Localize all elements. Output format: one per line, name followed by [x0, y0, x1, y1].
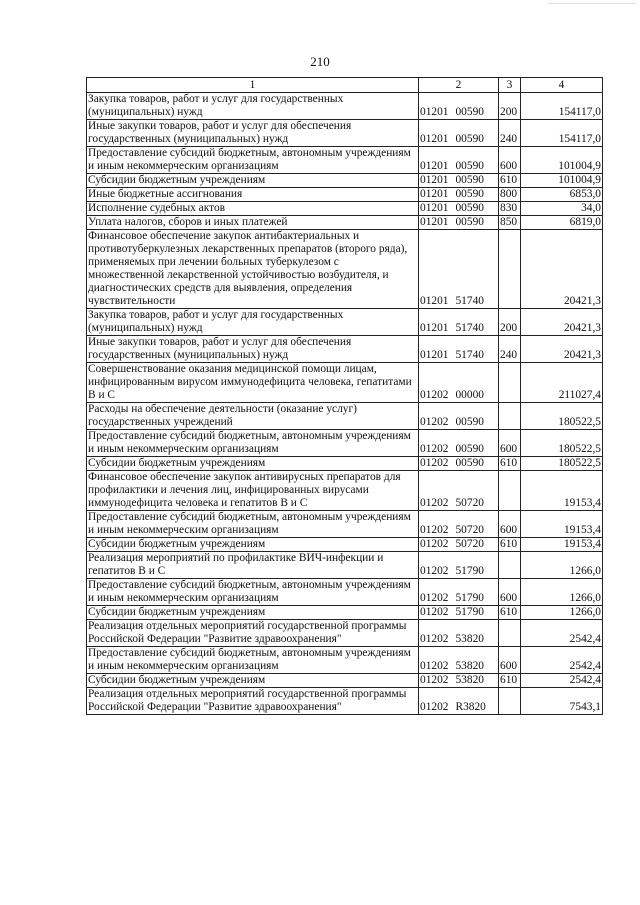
row-code [419, 230, 499, 309]
row-expense-type: 830 [499, 202, 521, 216]
code-direction: 51740 [455, 295, 484, 307]
column-header-code: 2 [419, 78, 499, 93]
row-amount: 180522,5 [521, 457, 603, 471]
row-expense-type: 240 [499, 120, 521, 147]
row-code [419, 430, 499, 457]
code-direction: 53820 [455, 633, 484, 645]
row-amount: 154117,0 [521, 120, 603, 147]
row-amount: 2542,4 [521, 620, 603, 647]
row-amount: 19153,4 [521, 471, 603, 511]
row-amount: 20421,3 [521, 309, 603, 336]
row-amount: 2542,4 [521, 647, 603, 674]
code-program: 01202 [420, 497, 449, 509]
row-expense-type [499, 363, 521, 403]
row-code [419, 579, 499, 606]
row-code [419, 511, 499, 538]
row-expense-type: 610 [499, 174, 521, 188]
column-header-amount: 4 [521, 78, 603, 93]
row-code [419, 93, 499, 120]
row-name: Предоставление субсидий бюджетным, автономным учреждениям и иным некоммерческим организациям [87, 430, 419, 457]
code-program: 01202 [420, 701, 449, 713]
row-expense-type: 600 [499, 511, 521, 538]
row-amount: 1266,0 [521, 579, 603, 606]
code-direction: 00000 [455, 389, 484, 401]
row-name: Субсидии бюджетным учреждениям [87, 174, 419, 188]
row-code [419, 216, 499, 230]
code-direction: 00590 [455, 457, 484, 469]
row-expense-type: 610 [499, 538, 521, 552]
row-code [419, 120, 499, 147]
row-amount: 6819,0 [521, 216, 603, 230]
row-code [419, 403, 499, 430]
row-name: Субсидии бюджетным учреждениям [87, 674, 419, 688]
row-amount: 180522,5 [521, 430, 603, 457]
row-name: Субсидии бюджетным учреждениям [87, 538, 419, 552]
row-code [419, 688, 499, 715]
code-program: 01202 [420, 633, 449, 645]
code-direction: 51740 [455, 322, 484, 334]
row-name: Исполнение судебных актов [87, 202, 419, 216]
row-code [419, 188, 499, 202]
row-expense-type [499, 688, 521, 715]
row-amount: 20421,3 [521, 230, 603, 309]
row-name: Закупка товаров, работ и услуг для государственных (муниципальных) нужд [87, 93, 419, 120]
table-row [87, 188, 603, 202]
row-code [419, 620, 499, 647]
row-name: Иные бюджетные ассигнования [87, 188, 419, 202]
row-amount: 1266,0 [521, 552, 603, 579]
row-expense-type: 600 [499, 147, 521, 174]
code-direction: 51740 [455, 349, 484, 361]
row-name: Расходы на обеспечение деятельности (оказание услуг) государственных учреждений [87, 403, 419, 430]
page-number: 210 [310, 54, 330, 69]
code-program: 01202 [420, 389, 449, 401]
row-expense-type: 200 [499, 309, 521, 336]
table-row [87, 120, 603, 147]
code-direction: 00590 [455, 106, 484, 118]
row-code [419, 674, 499, 688]
row-expense-type: 610 [499, 457, 521, 471]
row-amount: 101004,9 [521, 174, 603, 188]
code-program: 01201 [420, 202, 449, 214]
row-name: Финансовое обеспечение закупок антибактериальных и противотуберкулезных лекарственных препаратов (второго ряда), применяемых при лечении больных туберкулезом с множественной лекарственной устойчивостью возбудителя, и диагностических средств для выявления, определения чувствительности [87, 230, 419, 309]
table-row [87, 403, 603, 430]
scan-edge-mark [548, 3, 636, 4]
table-header-row [87, 78, 603, 93]
code-program: 01201 [420, 174, 449, 186]
column-header-name: 1 [87, 78, 419, 93]
row-expense-type [499, 471, 521, 511]
code-program: 01202 [420, 416, 449, 428]
code-direction: 00590 [455, 216, 484, 228]
row-name: Предоставление субсидий бюджетным, автономным учреждениям и иным некоммерческим организациям [87, 147, 419, 174]
row-expense-type: 800 [499, 188, 521, 202]
row-name: Субсидии бюджетным учреждениям [87, 606, 419, 620]
table-row [87, 336, 603, 363]
table-row [87, 174, 603, 188]
row-name: Реализация отдельных мероприятий государственной программы Российской Федерации "Развитие здравоохранения" [87, 620, 419, 647]
code-direction: 00590 [455, 443, 484, 455]
table-row [87, 147, 603, 174]
row-name: Предоставление субсидий бюджетным, автономным учреждениям и иным некоммерческим организациям [87, 579, 419, 606]
row-amount: 101004,9 [521, 147, 603, 174]
code-direction: 53820 [455, 674, 484, 686]
row-amount: 19153,4 [521, 538, 603, 552]
row-code [419, 647, 499, 674]
code-direction: 00590 [455, 188, 484, 200]
row-amount: 6853,0 [521, 188, 603, 202]
code-program: 01201 [420, 133, 449, 145]
table-row [87, 674, 603, 688]
row-code [419, 363, 499, 403]
code-direction: 51790 [455, 565, 484, 577]
row-code [419, 202, 499, 216]
table-row [87, 230, 603, 309]
row-amount: 211027,4 [521, 363, 603, 403]
code-program: 01201 [420, 349, 449, 361]
table-row [87, 511, 603, 538]
table-row [87, 93, 603, 120]
row-expense-type: 600 [499, 430, 521, 457]
row-code [419, 309, 499, 336]
code-direction: 51790 [455, 592, 484, 604]
row-expense-type: 850 [499, 216, 521, 230]
code-program: 01202 [420, 660, 449, 672]
row-expense-type: 610 [499, 674, 521, 688]
row-name: Финансовое обеспечение закупок антивирусных препаратов для профилактики и лечения лиц, инфицированных вирусами иммунодефицита человека и гепатитов В и С [87, 471, 419, 511]
row-name: Реализация отдельных мероприятий государственной программы Российской Федерации "Развитие здравоохранения" [87, 688, 419, 715]
row-code [419, 457, 499, 471]
code-program: 01201 [420, 322, 449, 334]
table-row [87, 471, 603, 511]
code-program: 01201 [420, 106, 449, 118]
code-direction: 50720 [455, 497, 484, 509]
code-program: 01202 [420, 443, 449, 455]
row-name: Предоставление субсидий бюджетным, автономным учреждениям и иным некоммерческим организациям [87, 647, 419, 674]
code-program: 01202 [420, 538, 449, 550]
table-row [87, 457, 603, 471]
code-direction: 00590 [455, 160, 484, 172]
row-name: Закупка товаров, работ и услуг для государственных (муниципальных) нужд [87, 309, 419, 336]
table-row [87, 430, 603, 457]
column-header-vr: 3 [499, 78, 521, 93]
code-direction: R3820 [455, 701, 486, 713]
row-name: Иные закупки товаров, работ и услуг для обеспечения государственных (муниципальных) нужд [87, 336, 419, 363]
code-program: 01201 [420, 295, 449, 307]
row-code [419, 147, 499, 174]
table-row [87, 202, 603, 216]
code-program: 01201 [420, 160, 449, 172]
code-direction: 00590 [455, 202, 484, 214]
row-name: Предоставление субсидий бюджетным, автономным учреждениям и иным некоммерческим организациям [87, 511, 419, 538]
row-amount: 2542,4 [521, 674, 603, 688]
code-program: 01202 [420, 565, 449, 577]
row-code [419, 174, 499, 188]
table-row [87, 309, 603, 336]
code-program: 01202 [420, 457, 449, 469]
table-row [87, 647, 603, 674]
row-name: Иные закупки товаров, работ и услуг для обеспечения государственных (муниципальных) нужд [87, 120, 419, 147]
row-code [419, 471, 499, 511]
table-row [87, 606, 603, 620]
row-name: Уплата налогов, сборов и иных платежей [87, 216, 419, 230]
row-amount: 180522,5 [521, 403, 603, 430]
table-row [87, 552, 603, 579]
row-expense-type: 240 [499, 336, 521, 363]
row-expense-type [499, 230, 521, 309]
table-row [87, 620, 603, 647]
code-program: 01202 [420, 674, 449, 686]
code-direction: 00590 [455, 133, 484, 145]
row-expense-type [499, 620, 521, 647]
code-program: 01202 [420, 524, 449, 536]
row-code [419, 606, 499, 620]
code-direction: 51790 [455, 606, 484, 618]
row-expense-type: 600 [499, 647, 521, 674]
code-direction: 00590 [455, 416, 484, 428]
code-program: 01202 [420, 606, 449, 618]
code-direction: 53820 [455, 660, 484, 672]
row-code [419, 552, 499, 579]
row-name: Субсидии бюджетным учреждениям [87, 457, 419, 471]
row-amount: 7543,1 [521, 688, 603, 715]
row-name: Реализация мероприятий по профилактике ВИЧ-инфекции и гепатитов В и С [87, 552, 419, 579]
row-expense-type [499, 403, 521, 430]
budget-table [86, 77, 603, 715]
code-direction: 50720 [455, 524, 484, 536]
code-program: 01201 [420, 188, 449, 200]
code-direction: 50720 [455, 538, 484, 550]
row-code [419, 336, 499, 363]
row-expense-type: 610 [499, 606, 521, 620]
table-row [87, 216, 603, 230]
table-row [87, 538, 603, 552]
row-expense-type: 200 [499, 93, 521, 120]
row-expense-type: 600 [499, 579, 521, 606]
row-amount: 1266,0 [521, 606, 603, 620]
row-code [419, 538, 499, 552]
row-amount: 19153,4 [521, 511, 603, 538]
code-direction: 00590 [455, 174, 484, 186]
code-program: 01201 [420, 216, 449, 228]
row-amount: 34,0 [521, 202, 603, 216]
row-amount: 154117,0 [521, 93, 603, 120]
row-name: Совершенствование оказания медицинской помощи лицам, инфицированным вирусом иммунодефицита человека, гепатитами В и С [87, 363, 419, 403]
table-row [87, 363, 603, 403]
row-amount: 20421,3 [521, 336, 603, 363]
table-row [87, 688, 603, 715]
table-row [87, 579, 603, 606]
row-expense-type [499, 552, 521, 579]
code-program: 01202 [420, 592, 449, 604]
